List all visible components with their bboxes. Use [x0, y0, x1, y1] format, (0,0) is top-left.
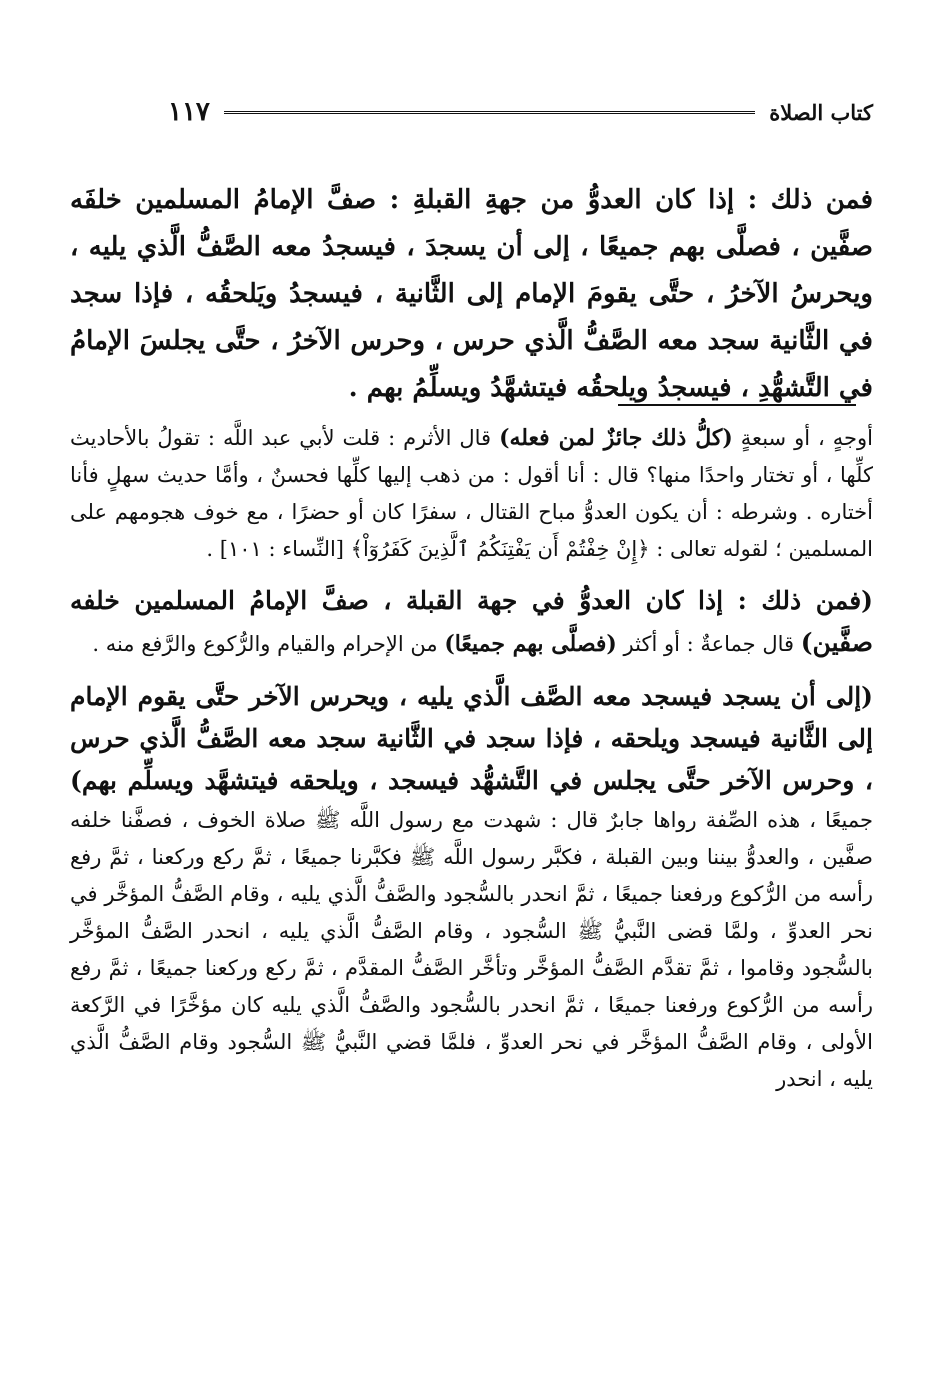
matn-paragraph: فمن ذلك : إذا كان العدوُّ من جهةِ القبلةِ : صفَّ الإمامُ المسلمين خلفَه صفَّين ، فصلَّى بهم جميعًا ، إلى أن يسجدَ ، فيسجدُ معه الصَّفُّ الَّذي يليه ، ويحرسُ الآخرُ ، حتَّى يقومَ الإمام إلى الثَّانية ، فيسجدُ ويَلحقُه ، فإذا سجد في الثَّانية سجد معه الصَّفُّ الَّذي حرس ، وحرس الآخرُ ، حتَّى يجلسَ الإمامُ في التَّشهُّدِ ، فيسجدُ ويلحقُه فيتشهَّدُ ويسلِّمُ بهم . [70, 185, 873, 403]
commentary-paragraph-1 [70, 420, 873, 568]
header-rule [224, 111, 755, 114]
commentary-paragraph-2 [70, 580, 873, 664]
commentary [70, 420, 873, 1098]
commentary-paragraph-3 [70, 676, 873, 1098]
commentary-text: من الإحرام والقيام والرُّكوع والرَّفع منه . [92, 632, 445, 656]
quoted-matn: (إلى أن يسجد فيسجد معه الصَّف الَّذي يليه ، ويحرس الآخر حتَّى يقوم الإمام إلى الثَّانية فيسجد ويلحقه ، فإذا سجد في الثَّانية سجد معه الصَّفُّ الَّذي حرس ، وحرس الآخر حتَّى يجلس في التَّشهُّد فيسجد ، ويلحقه فيتشهَّد ويسلِّم بهم) [70, 682, 873, 795]
main-text [70, 177, 873, 412]
commentary-text: قال الأثرم : قلت لأبي عبد اللَّه : تقولُ بالأحاديث كلِّها ، أو تختار واحدًا منها؟ قال : أنا أقول : من ذهب إليها كلِّها فحسنٌ ، وأمَّا حديث سهلٍ فأنا أختاره . وشرطه : أن يكون العدوُّ مباح القتال ، سفرًا كان أو حضرًا ، مع خوف هجومهم على المسلمين ؛ لقوله تعالى : ﴿إِنْ خِفْتُمْ أَن يَفْتِنَكُمُ ٱلَّذِينَ كَفَرُوٓاْ﴾ [النِّساء : ١٠١] . [70, 426, 873, 561]
running-header [168, 92, 873, 132]
page-number: ١١٧ [168, 97, 210, 127]
commentary-text: قال جماعةٌ : أو أكثر [616, 632, 801, 656]
commentary-text: أوجهٍ ، أو سبعةٍ [732, 426, 874, 450]
quoted-matn: (فصلَّى بهم جميعًا) [444, 631, 617, 657]
quoted-matn: (كلُّ ذلك جائزٌ لمن فعله) [499, 425, 733, 451]
book-title: كتاب الصلاة [769, 99, 873, 125]
footnote-separator [618, 404, 856, 406]
quoted-matn: (فمن ذلك : إذا كان العدوُّ في جهة القبلة ، صفَّ الإمامُ المسلمين خلفه صفَّين) [70, 586, 873, 657]
commentary-text: جميعًا ، هذه الصِّفة رواها جابرٌ قال : شهدت مع رسول اللَّه ﷺ صلاة الخوف ، فصفَّنا خلفه صفَّين ، والعدوُّ بيننا وبين القبلة ، فكبَّر رسول اللَّه ﷺ فكبَّرنا جميعًا ، ثمَّ ركع وركعنا ، ثمَّ رفع رأسه من الرُّكوع ورفعنا جميعًا ، ثمَّ انحدر بالسُّجود والصَّفُّ الَّذي يليه ، وقام الصَّفُّ المؤخَّر في نحر العدوِّ ، ولمَّا قضى النَّبيُّ ﷺ السُّجود ، وقام الصَّفُّ الَّذي يليه ، انحدر الصَّفُّ المؤخَّر بالسُّجود وقاموا ، ثمَّ تقدَّم الصَّفُّ المؤخَّر وتأخَّر الصَّفُّ المقدَّم ، ثمَّ ركع وركعنا جميعًا ، ثمَّ رفع رأسه من الرُّكوع ورفعنا جميعًا ، ثمَّ انحدر بالسُّجود والصَّفُّ الَّذي يليه كان مؤخَّرًا في الرَّكعة الأولى ، وقام الصَّفُّ المؤخَّر في نحر العدوِّ ، فلمَّا قضي النَّبيُّ ﷺ السُّجود وقام الصَّفُّ الَّذي يليه ، انحدر [70, 808, 873, 1091]
